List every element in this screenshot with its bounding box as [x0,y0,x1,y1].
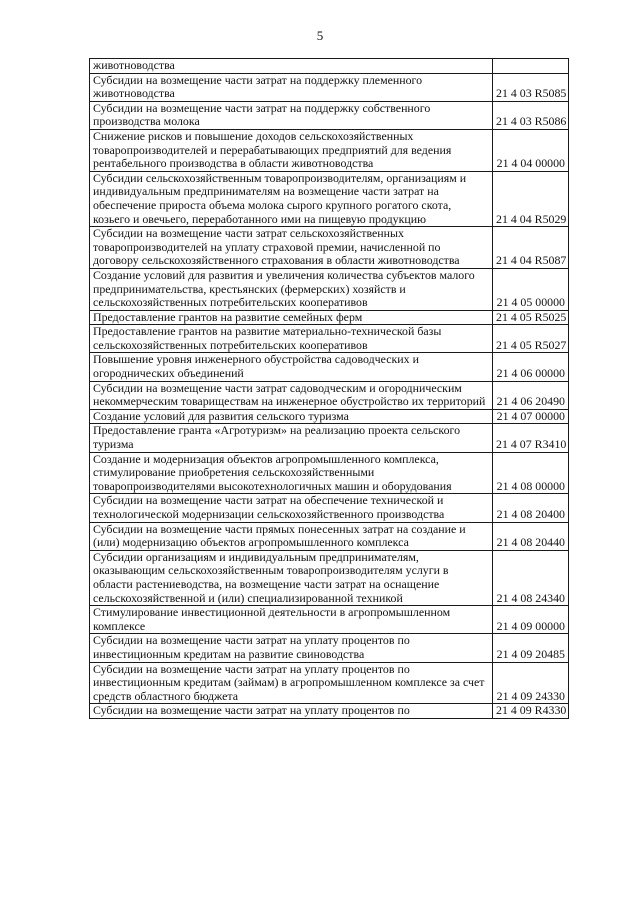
page-number: 5 [316,28,324,43]
table-row [90,634,569,662]
row-code: 21 4 03 R5085 [493,73,569,101]
row-code: 21 4 08 24340 [493,550,569,605]
row-description: Субсидии на возмещение части прямых понесенных затрат на создание и (или) модернизацию объектов агропромышленного комплекса [90,522,493,550]
table-row [90,101,569,129]
row-code: 21 4 08 20440 [493,522,569,550]
row-description: Субсидии на возмещение части затрат садоводческим и огородническим некоммерческим товариществам на инженерное обустройство их территорий [90,381,493,409]
row-code: 21 4 06 00000 [493,353,569,381]
table-row [90,494,569,522]
table-row [90,550,569,605]
table-row [90,59,569,74]
row-description: Субсидии на возмещение части затрат на поддержку племенного животноводства [90,73,493,101]
table-row [90,704,569,719]
table-row [90,268,569,310]
row-code: 21 4 04 R5087 [493,227,569,269]
row-description: Субсидии на возмещение части затрат сельскохозяйственных товаропроизводителей на уплату страховой премии, начисленной по договору сельскохозяйственного страхования в области животноводства [90,227,493,269]
row-code: 21 4 09 R4330 [493,704,569,719]
row-description: Субсидии на возмещение части затрат на уплату процентов по инвестиционным кредитам на развитие свиноводства [90,634,493,662]
budget-classification-table [89,58,569,719]
row-code: 21 4 09 24330 [493,662,569,704]
row-description: животноводства [90,59,493,74]
table-row [90,353,569,381]
row-description: Создание и модернизация объектов агропромышленного комплекса, стимулирование приобретения сельскохозяйственными товаропроизводителями высокотехнологичных машин и оборудования [90,452,493,494]
table-row [90,310,569,325]
row-code: 21 4 05 00000 [493,268,569,310]
row-code: 21 4 04 00000 [493,129,569,171]
row-code: 21 4 08 00000 [493,452,569,494]
row-code [493,59,569,74]
row-description: Стимулирование инвестиционной деятельности в агропромышленном комплексе [90,606,493,634]
row-code: 21 4 07 R3410 [493,424,569,452]
row-description: Субсидии на возмещение части затрат на уплату процентов по инвестиционным кредитам (займам) в агропромышленном комплексе за счет средств областного бюджета [90,662,493,704]
table-row [90,522,569,550]
row-description: Субсидии на возмещение части затрат на обеспечение технической и технологической модернизации сельскохозяйственного производства [90,494,493,522]
table-row [90,662,569,704]
row-code: 21 4 07 00000 [493,409,569,424]
table-row [90,73,569,101]
row-code: 21 4 04 R5029 [493,171,569,226]
row-code: 21 4 03 R5086 [493,101,569,129]
row-description: Создание условий для развития и увеличения количества субъектов малого предпринимательства, крестьянских (фермерских) хозяйств и сельскохозяйственных потребительских кооперативов [90,268,493,310]
table-row [90,171,569,226]
row-description: Субсидии сельскохозяйственным товаропроизводителям, организациям и индивидуальным предпринимателям на возмещение части затрат на обеспечение прироста объема молока сырого крупного рогатого скота, козьего и овечьего, переработанного ими на пищевую продукцию [90,171,493,226]
row-description: Субсидии на возмещение части затрат на поддержку собственного производства молока [90,101,493,129]
table-row [90,606,569,634]
row-description: Субсидии организациям и индивидуальным предпринимателям, оказывающим сельскохозяйственным товаропроизводителям услуги в области растениеводства, на возмещение части затрат на оснащение сельскохозяйственной и (или) специализированной техникой [90,550,493,605]
table-row [90,227,569,269]
row-description: Субсидии на возмещение части затрат на уплату процентов по [90,704,493,719]
row-description: Создание условий для развития сельского туризма [90,409,493,424]
row-description: Повышение уровня инженерного обустройства садоводческих и огороднических объединений [90,353,493,381]
row-code: 21 4 09 20485 [493,634,569,662]
row-description: Снижение рисков и повышение доходов сельскохозяйственных товаропроизводителей и перерабатывающих предприятий для ведения рентабельного производства в области животноводства [90,129,493,171]
table-row [90,452,569,494]
row-code: 21 4 08 20400 [493,494,569,522]
row-code: 21 4 09 00000 [493,606,569,634]
table-row [90,409,569,424]
row-code: 21 4 05 R5025 [493,310,569,325]
table-row [90,381,569,409]
table-row [90,129,569,171]
row-code: 21 4 06 20490 [493,381,569,409]
row-description: Предоставление гранта «Агротуризм» на реализацию проекта сельского туризма [90,424,493,452]
row-description: Предоставление грантов на развитие материально-технической базы сельскохозяйственных потребительских кооперативов [90,325,493,353]
table-row [90,424,569,452]
row-description: Предоставление грантов на развитие семейных ферм [90,310,493,325]
row-code: 21 4 05 R5027 [493,325,569,353]
table-row [90,325,569,353]
